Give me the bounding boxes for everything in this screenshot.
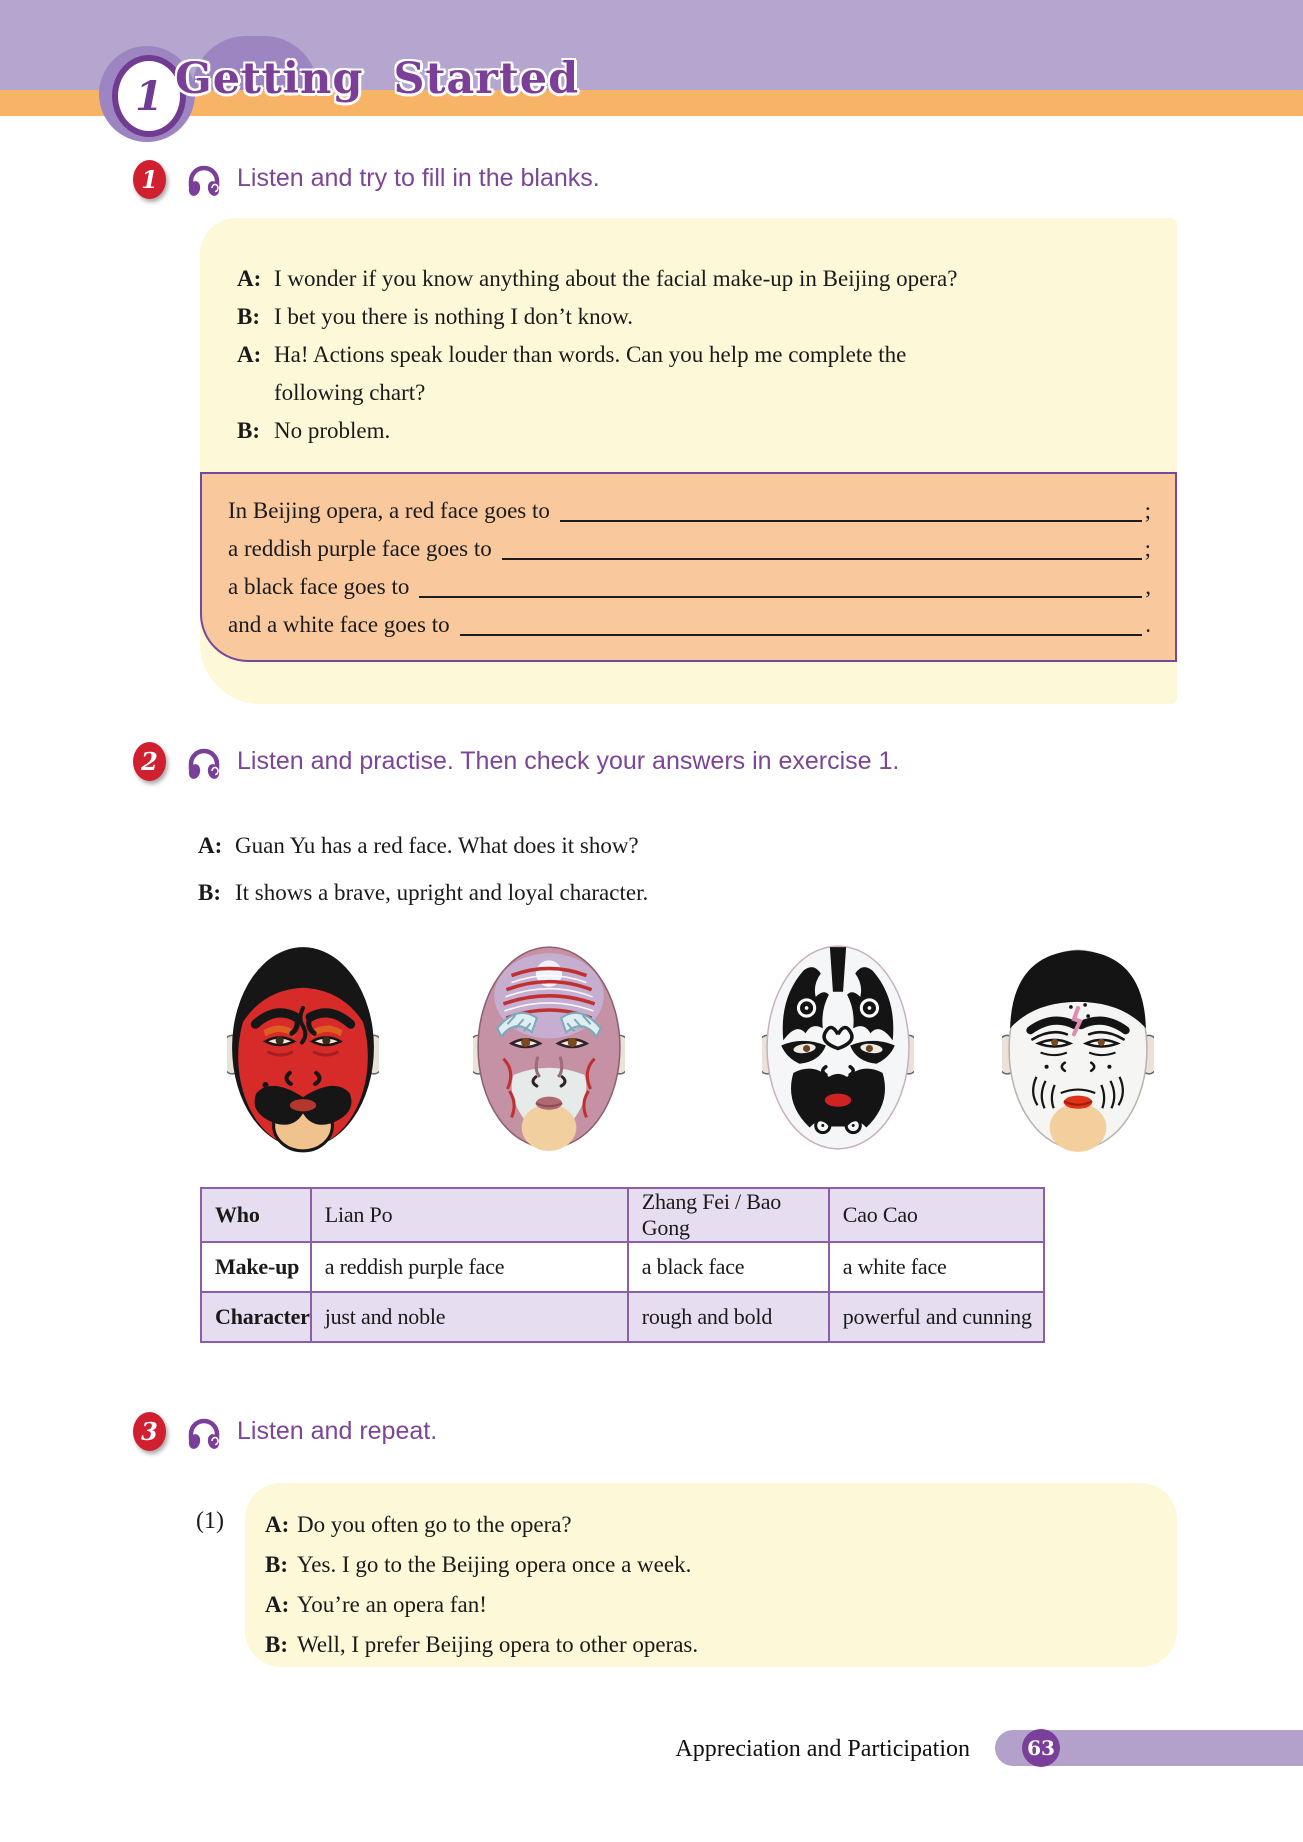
dialogue-line: [237, 336, 977, 412]
dialogue-text: Ha! Actions speak louder than words. Can you help me complete the following chart?: [274, 342, 907, 405]
table-cell: a white face: [829, 1242, 1044, 1292]
fill-blank-text: a black face goes to: [228, 574, 410, 599]
dialogue-3-panel: [245, 1483, 1177, 1667]
table-cell: a black face: [628, 1242, 829, 1292]
blank-line: [502, 532, 1142, 560]
page-number-badge: 63: [1022, 1729, 1060, 1767]
dialogue-text: Do you often go to the opera?: [297, 1512, 572, 1537]
speaker-label: A:: [237, 342, 262, 367]
dialogue-1: [237, 260, 977, 450]
dialogue-line: [237, 412, 977, 450]
footer-section-title: Appreciation and Participation: [675, 1736, 970, 1762]
dialogue-text: Yes. I go to the Beijing opera once a week.: [297, 1552, 692, 1577]
dialogue-text: You’re an opera fan!: [297, 1592, 487, 1617]
dialogue-line: [265, 1625, 1177, 1665]
speaker-label: A:: [265, 1512, 290, 1537]
dialogue-text: It shows a brave, upright and loyal character.: [235, 880, 649, 905]
exercise-3-heading: Listen and repeat.: [237, 1417, 438, 1445]
row-label: Make-up: [201, 1242, 311, 1292]
dialogue-text: Guan Yu has a red face. What does it show?: [235, 833, 639, 858]
table-cell: Cao Cao: [829, 1188, 1044, 1242]
headphones-icon: [186, 745, 222, 781]
blank-line: [460, 608, 1143, 636]
unit-number-badge: 1: [112, 55, 186, 137]
fill-blank-text: and a white face goes to: [228, 612, 450, 637]
speaker-label: B:: [237, 304, 260, 329]
dialogue-line: [265, 1585, 1177, 1625]
dialogue-2: [198, 822, 998, 916]
fill-blank-line: [228, 490, 1151, 528]
punctuation: ;: [1144, 498, 1151, 523]
fill-blank-line: [228, 566, 1151, 604]
dialogue-text: Well, I prefer Beijing opera to other operas.: [297, 1632, 699, 1657]
speaker-label: B:: [265, 1632, 288, 1657]
dialogue-line: [265, 1505, 1177, 1545]
table-cell: rough and bold: [628, 1292, 829, 1342]
speaker-label: B:: [237, 418, 260, 443]
exercise-1-heading: Listen and try to fill in the blanks.: [237, 164, 600, 192]
dialogue-line: [265, 1545, 1177, 1585]
table-cell: Zhang Fei / Bao Gong: [628, 1188, 829, 1242]
dialogue-line: [198, 869, 998, 916]
table-cell: Lian Po: [311, 1188, 628, 1242]
fill-blank-line: [228, 604, 1151, 642]
speaker-label: B:: [198, 880, 221, 905]
dialogue-line: [237, 260, 977, 298]
item-number: (1): [196, 1508, 224, 1534]
dialogue-line: [237, 298, 977, 336]
fill-blank-text: a reddish purple face goes to: [228, 536, 492, 561]
row-label: Character: [201, 1292, 311, 1342]
speaker-label: A:: [198, 833, 223, 858]
zhang-fei-bao-gong-black-face-mask-image: [762, 943, 914, 1153]
table-cell: just and noble: [311, 1292, 628, 1342]
table-row: [201, 1188, 1044, 1242]
dialogue-text: I bet you there is nothing I don’t know.: [274, 304, 634, 329]
dialogue-line: [198, 822, 998, 869]
speaker-label: A:: [265, 1592, 290, 1617]
headphones-icon: [186, 1415, 222, 1451]
punctuation: .: [1145, 612, 1151, 637]
table-row: [201, 1242, 1044, 1292]
speaker-label: B:: [265, 1552, 288, 1577]
row-label: Who: [201, 1188, 311, 1242]
dialogue-text: No problem.: [274, 418, 391, 443]
punctuation: ;: [1144, 536, 1151, 561]
exercise-2-heading: Listen and practise. Then check your answers in exercise 1.: [237, 747, 900, 775]
blank-line: [419, 570, 1142, 598]
headphones-icon: [186, 162, 222, 198]
blank-line: [560, 494, 1142, 522]
fill-blank-text: In Beijing opera, a red face goes to: [228, 498, 550, 523]
speaker-label: A:: [237, 266, 262, 291]
fill-blanks-panel: [200, 472, 1177, 662]
makeup-chart-table: [200, 1187, 1045, 1343]
fill-blank-line: [228, 528, 1151, 566]
exercise-2-number-badge: 2: [133, 742, 166, 781]
exercise-1-number-badge: 1: [133, 160, 166, 199]
guan-yu-red-face-mask-image: [227, 943, 379, 1153]
lian-po-reddish-purple-face-mask-image: [473, 943, 625, 1153]
table-cell: powerful and cunning: [829, 1292, 1044, 1342]
page-title: Getting Started: [175, 54, 580, 104]
table-row: [201, 1292, 1044, 1342]
punctuation: ,: [1145, 574, 1151, 599]
cao-cao-white-face-mask-image: [1002, 943, 1154, 1153]
dialogue-text: I wonder if you know anything about the facial make-up in Beijing opera?: [274, 266, 958, 291]
table-cell: a reddish purple face: [311, 1242, 628, 1292]
exercise-3-number-badge: 3: [133, 1412, 166, 1451]
